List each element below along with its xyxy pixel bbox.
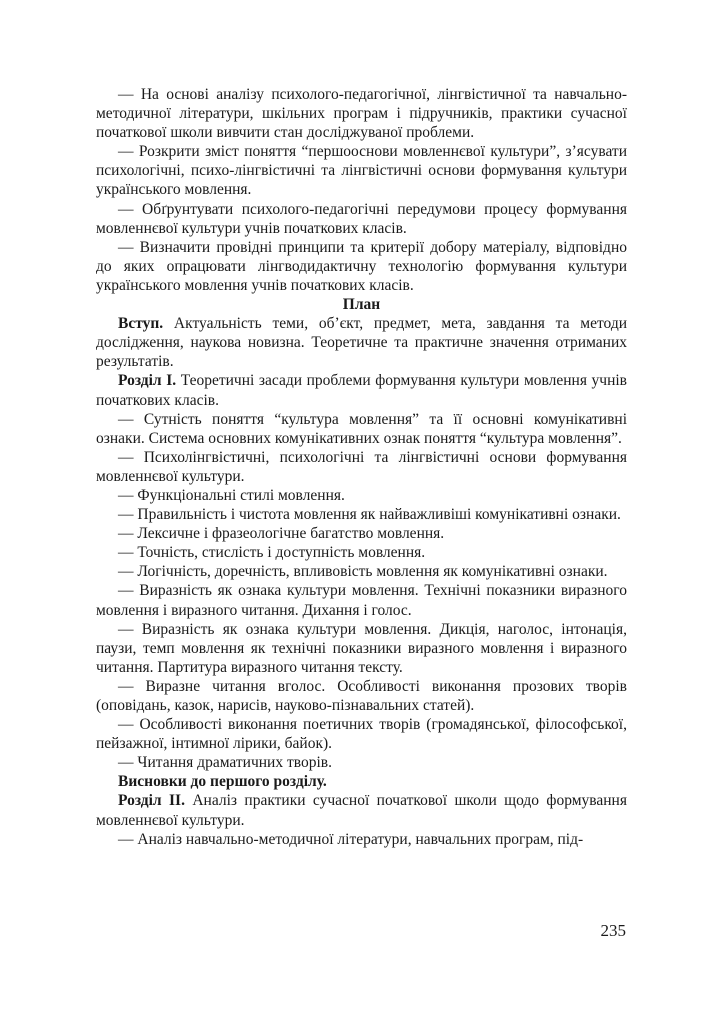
intro-text: Актуальність теми, об’єкт, предмет, мета, завдання та методи дослідження, наукова новизна. Теоретичне та практичне значення отриманих результатів. [96,315,627,371]
plan-item: — Лексичне і фразеологічне багатство мовлення. [118,525,445,543]
goal-paragraph: — Обґрунтувати психолого-педагогічні передумови процесу формування мовленнєвої культури учнів початкових класів. [96,200,627,237]
intro-paragraph [96,314,627,371]
section2-text: Аналіз практики сучасної початкової школи щодо формування мовленнєвої культури. [96,792,627,829]
intro-lead: Вступ. [118,315,164,333]
page-body [96,85,627,849]
plan-item: — Логічність, доречність, впливовість мовлення як комунікативні ознаки. [118,563,608,581]
page-number: 235 [600,921,626,940]
plan-item: — Психолінгвістичні, психологічні та лінгвістичні основи формування мовленнєвої культури. [96,448,627,485]
section2-paragraph [96,791,627,829]
plan-item: — Особливості виконання поетичних творів (громадянської, філософської, пейзажної, інтимної лірики, байок). [96,716,627,753]
plan-heading: План [342,296,381,314]
plan-item: — Точність, стислість і доступність мовлення. [118,544,426,562]
conclusions-heading: Висновки до першого розділу. [118,773,327,791]
section1-paragraph [96,371,627,409]
plan-item: — Сутність поняття “культура мовлення” та її основні комунікативні ознаки. Система основних комунікативних ознак поняття “культура мовлення”. [96,410,627,447]
plan-item: — Читання драматичних творів. [118,754,332,772]
section2-lead: Розділ ІІ. [118,792,185,810]
plan-item: — Виразне читання вголос. Особливості виконання прозових творів (оповідань, казок, нарисів, науково-пізнавальних статей). [96,677,627,714]
plan-item: — Виразність як ознака культури мовлення. Дикція, наголос, інтонація, паузи, темп мовлення як технічні показники виразного мовлення і виразного читання. Партитура виразного читання тексту. [96,620,627,676]
plan-item: — Функціональні стилі мовлення. [118,486,345,504]
goal-paragraph: — Розкрити зміст поняття “першооснови мовленнєвої культури”, з’ясувати психологічні, психо-лінгвістичні та лінгвістичні основи формування культури українського мовлення. [96,143,627,199]
plan-item: — Виразність як ознака культури мовлення. Технічні показники виразного мовлення і виразного читання. Дихання і голос. [96,582,627,619]
section1-lead: Розділ І. [118,372,177,390]
plan-item: — Аналіз навчально-методичної літератури, навчальних програм, під- [118,830,584,848]
goal-paragraph: — На основі аналізу психолого-педагогічної, лінгвістичної та навчально-методичної літератури, шкільних програм і підручників, практики сучасної початкової школи вивчити стан досліджуваної проблеми. [96,86,627,142]
goal-paragraph: — Визначити провідні принципи та критерії добору матеріалу, відповідно до яких опрацювати лінгводидактичну технологію формування культури українського мовлення учнів початкових класів. [96,238,627,294]
plan-item: — Правильність і чистота мовлення як найважливіші комунікативні ознаки. [118,506,621,524]
section1-text: Теоретичні засади проблеми формування культури мовлення учнів початкових класів. [96,372,627,409]
